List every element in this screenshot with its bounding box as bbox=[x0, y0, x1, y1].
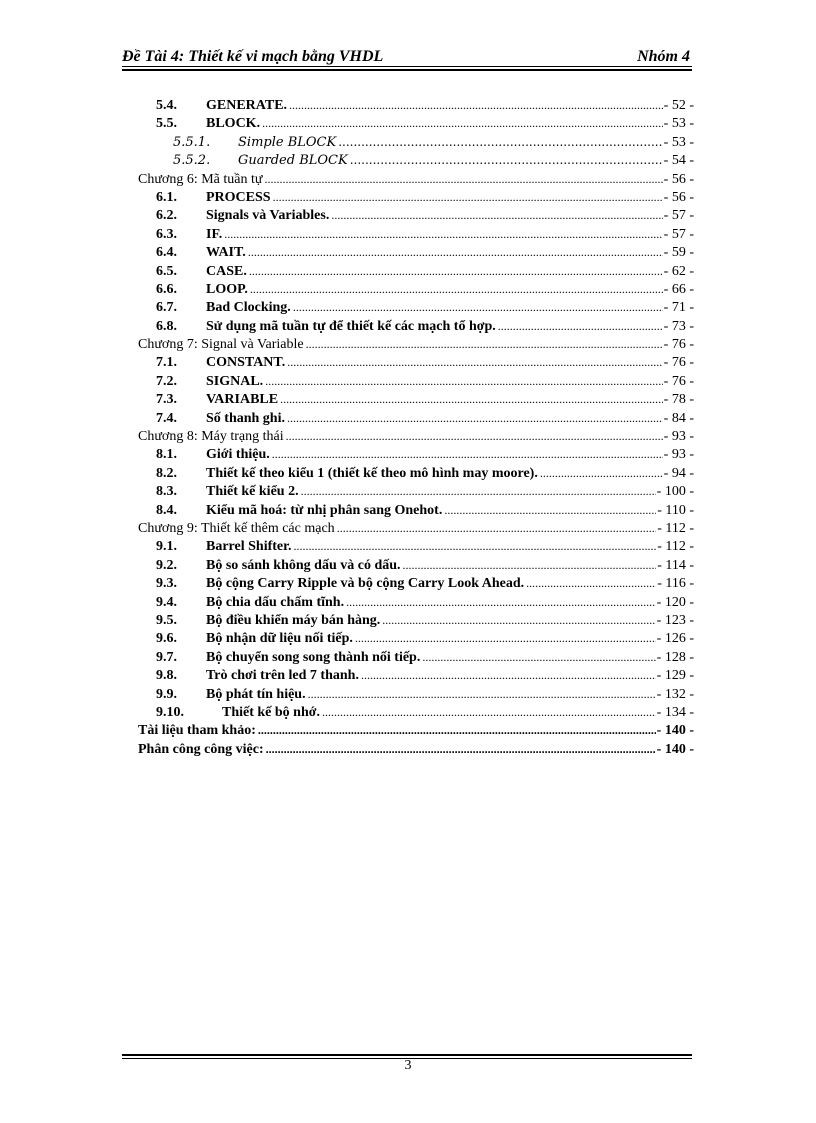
toc-entry-title: CONSTANT. bbox=[206, 355, 286, 371]
toc-entry[interactable] bbox=[138, 262, 694, 280]
toc-entry-page: - 140 - bbox=[656, 723, 694, 739]
toc-entry-number: 7.1. bbox=[156, 355, 177, 371]
toc-entry[interactable] bbox=[138, 96, 694, 114]
toc-entry[interactable] bbox=[138, 445, 694, 463]
toc-entry-page: - 128 - bbox=[656, 649, 694, 665]
header-title: Đề Tài 4: Thiết kế vi mạch bằng VHDL bbox=[122, 48, 384, 65]
toc-entry-number: 9.2. bbox=[156, 557, 177, 573]
toc-entry-number: 6.5. bbox=[156, 263, 177, 279]
toc-dot-leader bbox=[248, 243, 663, 261]
toc-entry-number: 5.4. bbox=[156, 98, 177, 113]
table-of-contents bbox=[138, 96, 694, 758]
page-header bbox=[122, 48, 692, 68]
toc-entry[interactable] bbox=[138, 721, 694, 739]
toc-entry-title: Barrel Shifter. bbox=[206, 539, 292, 555]
toc-dot-leader bbox=[526, 574, 656, 592]
toc-entry[interactable] bbox=[138, 537, 694, 555]
toc-entry-page: - 73 - bbox=[663, 318, 694, 334]
toc-entry-page: - 53 - bbox=[663, 134, 694, 150]
toc-entry-title: Chương 8: Máy trạng thái bbox=[138, 429, 284, 445]
toc-entry-number: 9.1. bbox=[156, 539, 177, 555]
toc-dot-leader bbox=[306, 335, 663, 353]
toc-entry-number: 9.4. bbox=[156, 594, 177, 610]
toc-entry-title: Kiểu mã hoá: từ nhị phân sang Onehot. bbox=[206, 502, 443, 518]
toc-dot-leader bbox=[322, 703, 656, 721]
toc-entry-number: 9.6. bbox=[156, 631, 177, 647]
toc-entry-title: Chương 7: Signal và Variable bbox=[138, 337, 304, 353]
toc-entry-page: - 94 - bbox=[663, 465, 694, 481]
toc-entry-number: 5.5.2. bbox=[173, 153, 211, 169]
toc-entry-page: - 76 - bbox=[663, 337, 694, 353]
toc-entry-page: - 78 - bbox=[663, 392, 694, 408]
toc-entry-title: Trò chơi trên led 7 thanh. bbox=[206, 668, 359, 684]
toc-entry[interactable] bbox=[138, 335, 694, 353]
toc-entry[interactable] bbox=[138, 372, 694, 390]
toc-entry-title: Bộ cộng Carry Ripple và bộ cộng Carry Look Ahead. bbox=[206, 576, 525, 592]
toc-entry[interactable] bbox=[138, 133, 694, 151]
toc-entry-page: - 114 - bbox=[657, 557, 694, 573]
toc-dot-leader bbox=[308, 685, 656, 703]
toc-entry[interactable] bbox=[138, 317, 694, 335]
toc-entry[interactable] bbox=[138, 206, 694, 224]
toc-entry[interactable] bbox=[138, 170, 694, 188]
header-group: Nhóm 4 bbox=[637, 48, 690, 65]
toc-entry-title: VARIABLE bbox=[206, 392, 279, 408]
toc-entry-title: Bộ điều khiển máy bán hàng. bbox=[206, 612, 381, 628]
toc-entry[interactable] bbox=[138, 114, 694, 132]
toc-entry-page: - 140 - bbox=[656, 741, 694, 757]
toc-entry-title: SIGNAL. bbox=[206, 373, 264, 389]
toc-dot-leader bbox=[540, 464, 663, 482]
toc-entry[interactable] bbox=[138, 685, 694, 703]
toc-entry-page: - 100 - bbox=[656, 484, 694, 500]
toc-entry-page: - 62 - bbox=[663, 263, 694, 279]
toc-entry-number: 9.10. bbox=[156, 704, 184, 720]
toc-entry-title: Simple BLOCK bbox=[238, 134, 337, 150]
toc-entry[interactable] bbox=[138, 280, 694, 298]
toc-entry-title: Thiết kế kiểu 2. bbox=[206, 484, 299, 500]
toc-entry-number: 9.9. bbox=[156, 686, 177, 702]
toc-dot-leader bbox=[338, 133, 662, 151]
toc-entry-page: - 56 - bbox=[663, 189, 694, 205]
toc-entry[interactable] bbox=[138, 703, 694, 721]
toc-dot-leader bbox=[346, 593, 656, 611]
toc-dot-leader bbox=[250, 280, 663, 298]
toc-entry-title: Bộ so sánh không dấu và có dấu. bbox=[206, 557, 401, 573]
toc-entry-number: 9.3. bbox=[156, 576, 177, 592]
toc-entry-title: BLOCK. bbox=[206, 116, 261, 132]
toc-entry-title: Bộ chuyển song song thành nối tiếp. bbox=[206, 649, 421, 665]
toc-entry-title: Bộ chia dấu chấm tĩnh. bbox=[206, 594, 345, 610]
toc-entry-page: - 56 - bbox=[663, 171, 694, 187]
toc-entry-page: - 57 - bbox=[663, 226, 694, 242]
toc-entry-page: - 132 - bbox=[656, 686, 694, 702]
toc-dot-leader bbox=[331, 206, 662, 224]
toc-entry-number: 6.2. bbox=[156, 208, 177, 224]
toc-entry-page: - 76 - bbox=[663, 373, 694, 389]
toc-entry-page: - 59 - bbox=[663, 245, 694, 261]
toc-dot-leader bbox=[262, 114, 663, 132]
toc-entry-number: 9.5. bbox=[156, 612, 177, 628]
toc-entry-number: 7.3. bbox=[156, 392, 177, 408]
toc-entry-title: Bộ nhận dữ liệu nối tiếp. bbox=[206, 631, 353, 647]
toc-dot-leader bbox=[382, 611, 655, 629]
toc-entry-title: LOOP. bbox=[206, 281, 248, 297]
toc-entry[interactable] bbox=[138, 519, 694, 537]
toc-entry[interactable] bbox=[138, 390, 694, 408]
toc-entry[interactable] bbox=[138, 501, 694, 519]
toc-dot-leader bbox=[350, 151, 663, 169]
toc-entry-number: 7.4. bbox=[156, 410, 177, 426]
header-rule-double bbox=[122, 69, 692, 71]
toc-entry-page: - 93 - bbox=[663, 447, 694, 463]
toc-dot-leader bbox=[265, 372, 662, 390]
toc-entry-title: PROCESS bbox=[206, 189, 271, 205]
toc-entry-page: - 126 - bbox=[656, 631, 694, 647]
footer-rule bbox=[122, 1054, 692, 1056]
toc-dot-leader bbox=[272, 445, 663, 463]
toc-entry-title: Số thanh ghi. bbox=[206, 410, 285, 426]
toc-entry-title: Thiết kế theo kiểu 1 (thiết kế theo mô hình may moore). bbox=[206, 465, 538, 481]
toc-entry-page: - 84 - bbox=[663, 410, 694, 426]
toc-entry-number: 6.4. bbox=[156, 245, 177, 261]
toc-dot-leader bbox=[249, 262, 663, 280]
toc-entry-number: 9.8. bbox=[156, 668, 177, 684]
toc-dot-leader bbox=[301, 482, 656, 500]
toc-dot-leader bbox=[264, 170, 662, 188]
header-rule bbox=[122, 66, 692, 67]
toc-entry-page: - 66 - bbox=[663, 281, 694, 297]
toc-entry-title: CASE. bbox=[206, 263, 247, 279]
toc-entry-page: - 76 - bbox=[663, 355, 694, 371]
toc-entry-page: - 116 - bbox=[657, 576, 694, 592]
toc-entry-number: 6.8. bbox=[156, 318, 177, 334]
toc-entry-title: Phân công công việc: bbox=[138, 741, 264, 757]
toc-entry[interactable] bbox=[138, 648, 694, 666]
toc-entry-page: - 71 - bbox=[663, 300, 694, 316]
toc-dot-leader bbox=[422, 648, 655, 666]
toc-entry-number: 8.4. bbox=[156, 502, 177, 518]
toc-entry-number: 7.2. bbox=[156, 373, 177, 389]
toc-entry[interactable] bbox=[138, 464, 694, 482]
toc-dot-leader bbox=[273, 188, 663, 206]
toc-entry-title: Chương 6: Mã tuần tự bbox=[138, 171, 263, 187]
toc-entry[interactable] bbox=[138, 298, 694, 316]
toc-entry-number: 6.7. bbox=[156, 300, 177, 316]
toc-entry-title: Thiết kế bộ nhớ. bbox=[222, 704, 320, 720]
toc-entry-number: 9.7. bbox=[156, 649, 177, 665]
toc-dot-leader bbox=[403, 556, 657, 574]
toc-entry-page: - 123 - bbox=[656, 612, 694, 628]
toc-dot-leader bbox=[266, 740, 656, 758]
toc-entry[interactable] bbox=[138, 556, 694, 574]
toc-entry-title: Bộ phát tín hiệu. bbox=[206, 686, 306, 702]
toc-entry-number: 8.2. bbox=[156, 465, 177, 481]
toc-entry[interactable] bbox=[138, 574, 694, 592]
toc-entry-number: 6.3. bbox=[156, 226, 177, 242]
toc-entry-number: 6.6. bbox=[156, 281, 177, 297]
toc-entry-page: - 134 - bbox=[656, 704, 694, 720]
toc-entry-title: Chương 9: Thiết kế thêm các mạch bbox=[138, 520, 335, 536]
toc-entry[interactable] bbox=[138, 427, 694, 445]
toc-entry[interactable] bbox=[138, 611, 694, 629]
toc-dot-leader bbox=[294, 537, 657, 555]
toc-entry[interactable] bbox=[138, 353, 694, 371]
toc-entry-page: - 112 - bbox=[657, 520, 694, 536]
toc-entry-title: Guarded BLOCK bbox=[238, 153, 348, 169]
toc-entry-number: 6.1. bbox=[156, 189, 177, 205]
toc-entry-page: - 52 - bbox=[663, 98, 694, 113]
toc-entry-page: - 120 - bbox=[656, 594, 694, 610]
toc-dot-leader bbox=[287, 353, 662, 371]
toc-entry-page: - 93 - bbox=[663, 429, 694, 445]
toc-dot-leader bbox=[498, 317, 663, 335]
toc-entry-number: 5.5.1. bbox=[173, 134, 211, 150]
toc-dot-leader bbox=[258, 721, 656, 739]
toc-dot-leader bbox=[280, 390, 663, 408]
toc-entry[interactable] bbox=[138, 151, 694, 169]
toc-dot-leader bbox=[293, 298, 663, 316]
toc-dot-leader bbox=[289, 96, 663, 114]
page-number: 3 bbox=[404, 1058, 412, 1073]
toc-dot-leader bbox=[337, 519, 657, 537]
toc-entry-page: - 129 - bbox=[656, 668, 694, 684]
toc-dot-leader bbox=[286, 427, 663, 445]
toc-entry-title: Giới thiệu. bbox=[206, 447, 270, 463]
toc-entry-page: - 112 - bbox=[657, 539, 694, 555]
toc-entry-page: - 110 - bbox=[657, 502, 694, 518]
toc-entry-page: - 53 - bbox=[663, 116, 694, 132]
toc-entry-number: 8.3. bbox=[156, 484, 177, 500]
toc-entry-title: Bad Clocking. bbox=[206, 300, 291, 316]
toc-entry[interactable] bbox=[138, 740, 694, 758]
toc-dot-leader bbox=[355, 629, 656, 647]
toc-entry[interactable] bbox=[138, 482, 694, 500]
toc-entry[interactable] bbox=[138, 243, 694, 261]
toc-entry-page: - 54 - bbox=[663, 153, 694, 169]
toc-entry[interactable] bbox=[138, 629, 694, 647]
toc-entry[interactable] bbox=[138, 409, 694, 427]
toc-dot-leader bbox=[444, 501, 656, 519]
toc-dot-leader bbox=[224, 225, 662, 243]
toc-entry-title: Tài liệu tham khảo: bbox=[138, 723, 256, 739]
toc-dot-leader bbox=[361, 666, 656, 684]
toc-entry-title: WAIT. bbox=[206, 245, 246, 261]
toc-entry-number: 8.1. bbox=[156, 447, 177, 463]
toc-entry-title: Signals và Variables. bbox=[206, 208, 330, 224]
toc-entry-page: - 57 - bbox=[663, 208, 694, 224]
toc-entry-title: IF. bbox=[206, 226, 223, 242]
toc-entry[interactable] bbox=[138, 666, 694, 684]
toc-entry[interactable] bbox=[138, 225, 694, 243]
toc-entry-title: Sử dụng mã tuần tự để thiết kế các mạch tổ hợp. bbox=[206, 318, 496, 334]
toc-entry-title: GENERATE. bbox=[206, 98, 288, 113]
toc-dot-leader bbox=[287, 409, 663, 427]
toc-entry-number: 5.5. bbox=[156, 116, 177, 132]
toc-entry[interactable] bbox=[138, 593, 694, 611]
toc-entry[interactable] bbox=[138, 188, 694, 206]
